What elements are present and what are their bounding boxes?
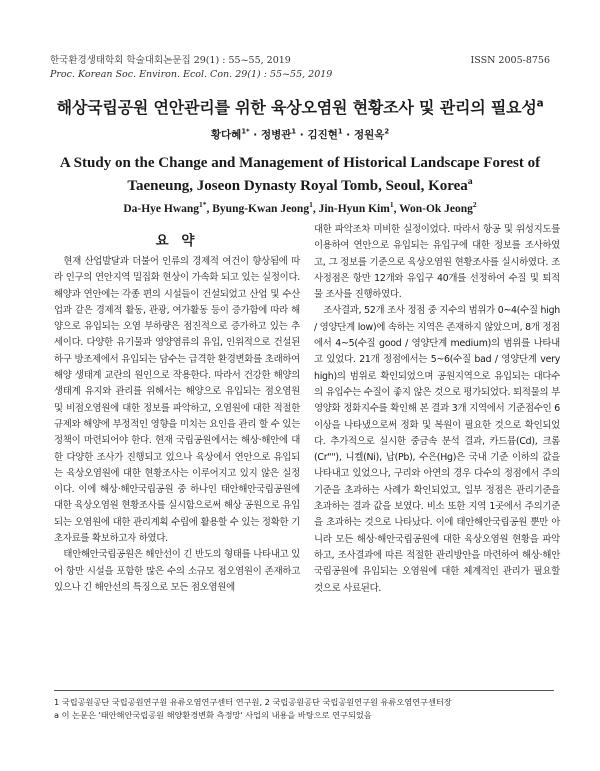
authors-en	[30, 200, 570, 215]
author-separator: ·	[249, 129, 261, 141]
journal-name-kr: 한국환경생태학회 학술대회논문집 29(1) : 55~55, 2019	[50, 55, 291, 66]
header-row-2	[50, 68, 550, 82]
author-affiliation-sup: 1*	[241, 127, 250, 136]
author-separator: ·	[296, 129, 308, 141]
author-name: 정원옥	[353, 129, 385, 141]
author-affiliation-sup: 2	[472, 200, 477, 210]
abstract-paragraph: 대한 파악조차 미비한 실정이었다. 따라서 항공 및 위성지도를 이용하여 연안으로 유입되는 유입구에 대한 정보를 조사하였고, 그 정보를 기준으로 육상오염원 현황조사를 실시하였다. 조사정점은 항만 12개와 유입구 40개를 선정하여 수질 및 퇴적물 조사를 진행하였다.	[314, 224, 560, 301]
title-en-sup: a	[467, 176, 473, 187]
author-affiliation-sup: 1	[291, 127, 297, 136]
journal-header	[50, 54, 550, 82]
author-affiliation-sup: 1	[337, 127, 343, 136]
issn: ISSN 2005-8756	[470, 55, 550, 66]
abstract-paragraph: 조사결과, 52개 조사 정점 중 지수의 범위가 0~4(수질 high / 영양단계 low)에 속하는 지역은 존재하지 않았으며, 8개 정점에서 4~5(수질 good / 영양단계 medium)의 범위를 나타내고 있었다. 21개 정점에서는 5~6(수질 bad / 영양단계 very high)의 범위로 확인되었으며 공원지역으로 유입되는 대다수의 유입수는 수질이 좋지 않은 것으로 평가되었다. 퇴적물의 부영양화 정화지수를 확인해 본 결과 3개 지역에서 기준점수인 6이상을 나타냈으로써 정화 및 복원이 필요한 것으로 확인되었다. 추가적으로 실시한 중금속 분석 결과, 카드뮴(Cd), 크롬(Cr""), 니켈(Ni), 납(Pb), 수은(Hg)은 국내 기준 이하의 값을 나타내고 있었으나, 구리와 아연의 경우 다수의 정점에서 주의기준을 초과하는 사례가 확인되었고, 일부 정점은 관리기준을 초과하는 결과 값을 보였다. 비소 또한 지역 1곳에서 주의기준을 초과하는 것으로 나타났다. 이에 태안해안국립공원 뿐만 아니라 모든 해상·해안국립공원에 대한 육상오염원 현황을 파악하고, 조사결과에 따른 적절한 관리방안을 마련하여 해상·해안국립공원에 유입되는 오염원에 대한 체계적인 관리가 필요할 것으로 사료된다.	[314, 305, 560, 594]
paper-title-kr	[30, 95, 570, 118]
author-name: Won-Ok Jeong	[399, 203, 473, 215]
author-separator: ,	[393, 203, 400, 215]
author-separator: ,	[312, 203, 319, 215]
paper-title-en	[40, 152, 560, 198]
abstract-paragraph: 태안해안국립공원은 해안선이 긴 반도의 형태를 나타내고 있어 항만 시설을 포함한 많은 수의 소규모 점오염원이 존재하고 있으나 긴 해안선의 특징으로 모든 점오염원에	[54, 549, 300, 593]
author-name: 황다혜	[210, 129, 242, 141]
journal-name-en: Proc. Korean Soc. Environ. Ecol. Con. 29(1) : 55~55, 2019	[50, 69, 333, 80]
author-name: 김진현	[307, 129, 338, 141]
author-name: Jin-Hyun Kim	[318, 203, 390, 215]
footnote-funding	[54, 709, 554, 722]
title-kr-sup: a	[536, 97, 544, 110]
author-separator: ,	[206, 203, 213, 215]
author-affiliation-sup: 1	[309, 200, 313, 210]
header-row-1	[50, 54, 550, 68]
author-name: Da-Hye Hwang	[123, 203, 200, 215]
authors-kr	[30, 127, 570, 142]
author-affiliation-sup: 1*	[199, 200, 207, 210]
paper-title-en-text: A Study on the Change and Management of Historical Landscape Forest of Taeneung, Joseon Dynasty Royal Tomb, Seoul, Korea	[59, 155, 541, 194]
footnote-mark: a	[54, 710, 60, 720]
left-column	[54, 232, 300, 596]
abstract-paragraph: 현재 산업발달과 더불어 인류의 경제적 여건이 향상됨에 따라 인구의 연안지역 밀집화 현상이 가속화 되고 있는 실정이다. 해양과 연안에는 각종 편의 시설들이 건설되었고 산업 및 수산업과 같은 경제적 활동, 관광, 여가활동 등이 증가함에 따라 해양으로 유입되는 오염 부하량은 점진적으로 증가하고 있는 추세이다. 다양한 유기물과 영양염류의 유입, 인위적으로 건설된 하구 방조제에서 유입되는 담수는 급격한 환경변화를 초래하여 해양 생태계 교란의 원인으로 작용한다. 따라서 건강한 해양의 생태계 유지와 관리를 위해서는 해양으로 유입되는 점오염원 및 비점오염원에 대한 정보를 파악하고, 오염원에 대한 적절한 규제와 해양에 부정적인 영향을 미치는 요인을 관리 할 수 있는 정책이 마련되어야 한다. 현재 국립공원에서는 해상·해안에 대한 다양한 조사가 진행되고 있으나 육상에서 연안으로 유입되는 육상오염원에 대한 현황조사는 이루어지고 있지 않은 실정이다. 이에 해상·해안국립공원 중 하나인 태안해안국립공원에 대한 육상오염원 현황조사를 실시함으로써 해상 공원으로 유입되는 오염원에 대한 관리계획 수립에 활용할 수 있는 정확한 기초자료를 확보하고자 하였다.	[54, 256, 300, 545]
right-column	[314, 222, 560, 597]
footnote-text: 국립공원공단 국립공원연구원 유류오염연구센터 연구원, 2 국립공원공단 국립공원연구원 유류오염연구센터장	[61, 697, 452, 707]
footnote-affiliation	[54, 696, 554, 709]
footnotes	[54, 690, 554, 722]
author-affiliation-sup: 2	[384, 127, 390, 136]
footnote-mark: 1	[54, 697, 60, 707]
author-affiliation-sup: 1	[389, 200, 394, 210]
author-separator: ·	[342, 129, 354, 141]
abstract-heading: 요 약	[155, 233, 199, 249]
paper-title-kr-text: 해상국립공원 연안관리를 위한 육상오염원 현황조사 및 관리의 필요성	[56, 98, 537, 117]
author-name: 정병관	[260, 129, 292, 141]
footnote-text: 이 논문은 '태안해안국립공원 해양환경변화 측정망' 사업의 내용을 바탕으로 연구되었음	[61, 710, 372, 720]
author-name: Byung-Kwan Jeong	[212, 203, 310, 215]
